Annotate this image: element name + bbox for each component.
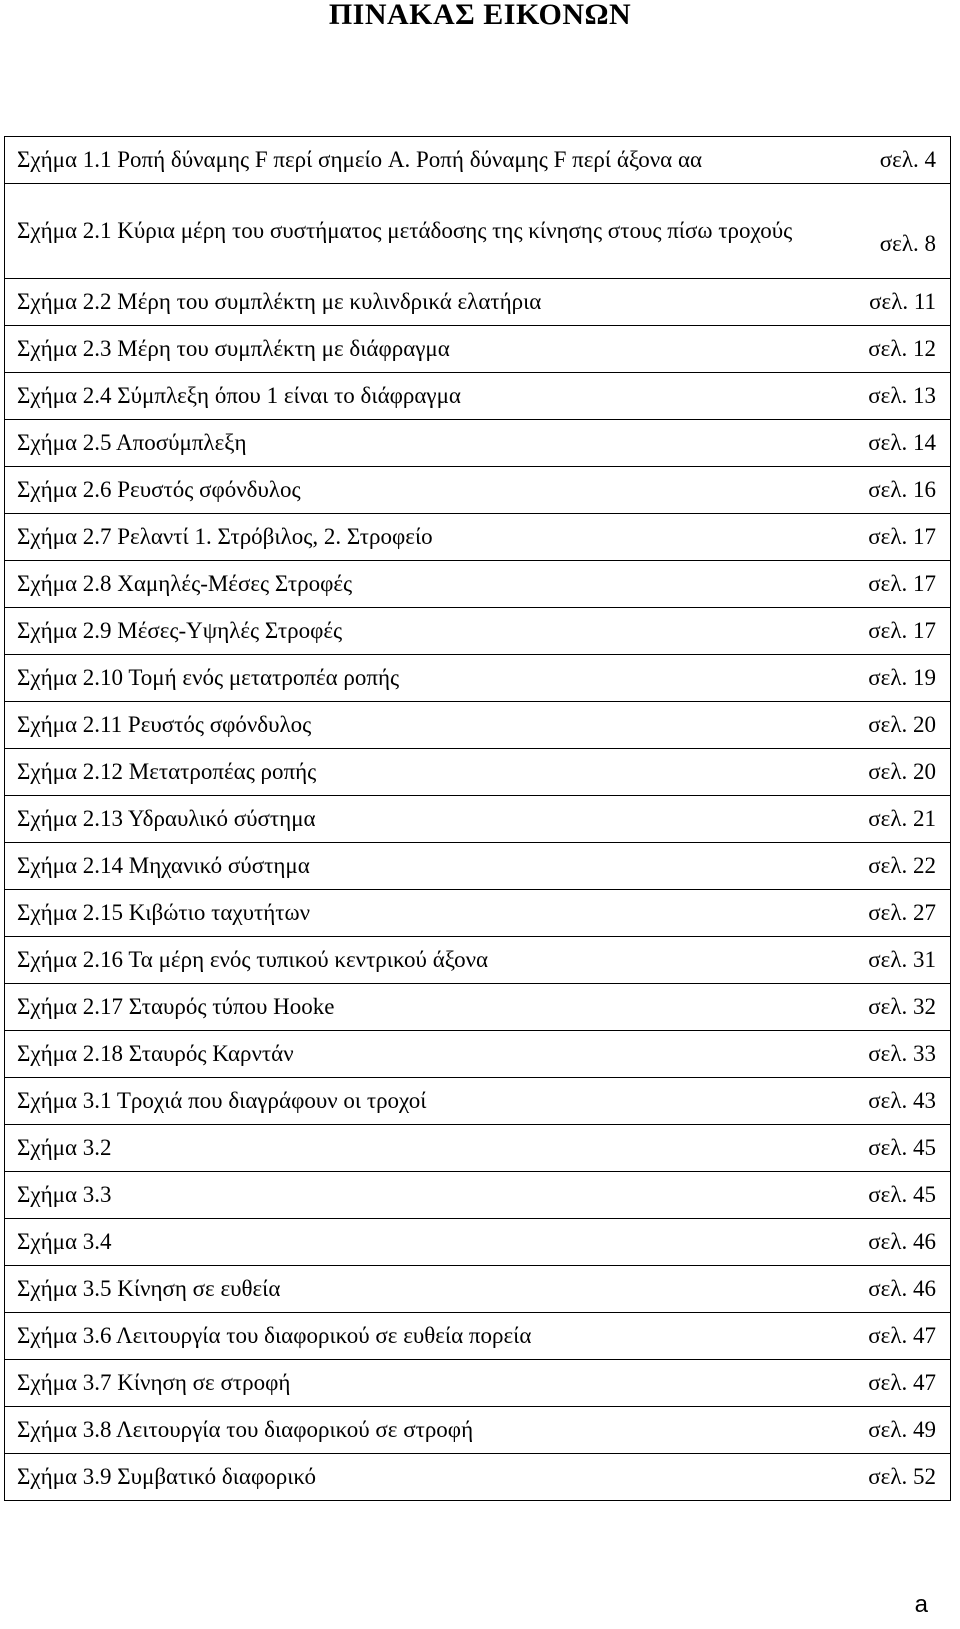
page-reference: σελ. 47 xyxy=(806,1360,951,1407)
figure-caption: Σχήμα 2.12 Μετατροπέας ροπής xyxy=(5,749,807,796)
table-row xyxy=(5,279,951,326)
page-reference: σελ. 17 xyxy=(806,561,951,608)
figure-caption: Σχήμα 2.13 Υδραυλικό σύστημα xyxy=(5,796,807,843)
table-row xyxy=(5,1078,951,1125)
figure-caption: Σχήμα 2.11 Ρευστός σφόνδυλος xyxy=(5,702,807,749)
page-reference: σελ. 49 xyxy=(806,1407,951,1454)
table-row xyxy=(5,702,951,749)
page-reference: σελ. 14 xyxy=(806,420,951,467)
figure-caption: Σχήμα 1.1 Ροπή δύναμης F περί σημείο A. Ροπή δύναμης F περί άξονα αα xyxy=(5,137,807,184)
page-title: ΠΙΝΑΚΑΣ ΕΙΚΟΝΩΝ xyxy=(328,0,632,31)
table-row xyxy=(5,1266,951,1313)
figure-caption: Σχήμα 2.1 Κύρια μέρη του συστήματος μετάδοσης της κίνησης στους πίσω τροχούς xyxy=(5,184,807,279)
figure-caption: Σχήμα 2.6 Ρευστός σφόνδυλος xyxy=(5,467,807,514)
page-reference: σελ. 4 xyxy=(806,137,951,184)
page-reference: σελ. 16 xyxy=(806,467,951,514)
table-row xyxy=(5,514,951,561)
table-row xyxy=(5,843,951,890)
figure-caption: Σχήμα 3.8 Λειτουργία του διαφορικού σε στροφή xyxy=(5,1407,807,1454)
table-row xyxy=(5,1313,951,1360)
table-row xyxy=(5,984,951,1031)
table-row xyxy=(5,467,951,514)
table-row xyxy=(5,608,951,655)
figure-caption: Σχήμα 2.9 Μέσες-Υψηλές Στροφές xyxy=(5,608,807,655)
figure-caption: Σχήμα 3.5 Κίνηση σε ευθεία xyxy=(5,1266,807,1313)
figure-caption: Σχήμα 2.4 Σύμπλεξη όπου 1 είναι το διάφραγμα xyxy=(5,373,807,420)
page-reference: σελ. 33 xyxy=(806,1031,951,1078)
page-reference: σελ. 17 xyxy=(806,514,951,561)
figure-caption: Σχήμα 2.17 Σταυρός τύπου Hooke xyxy=(5,984,807,1031)
page-reference: σελ. 22 xyxy=(806,843,951,890)
figure-caption: Σχήμα 2.7 Ρελαντί 1. Στρόβιλος, 2. Στροφείο xyxy=(5,514,807,561)
table-row xyxy=(5,1219,951,1266)
page-reference: σελ. 27 xyxy=(806,890,951,937)
table-row xyxy=(5,749,951,796)
table-row xyxy=(5,326,951,373)
table-row xyxy=(5,1360,951,1407)
figure-caption: Σχήμα 2.18 Σταυρός Καρντάν xyxy=(5,1031,807,1078)
page-reference: σελ. 8 xyxy=(806,184,951,279)
page-reference: σελ. 12 xyxy=(806,326,951,373)
table-row xyxy=(5,184,951,279)
figure-caption: Σχήμα 2.2 Μέρη του συμπλέκτη με κυλινδρικά ελατήρια xyxy=(5,279,807,326)
table-row xyxy=(5,1172,951,1219)
figure-caption: Σχήμα 2.15 Κιβώτιο ταχυτήτων xyxy=(5,890,807,937)
table-row xyxy=(5,1125,951,1172)
figure-caption: Σχήμα 2.5 Αποσύμπλεξη xyxy=(5,420,807,467)
table-of-figures xyxy=(4,136,951,1501)
table-row xyxy=(5,561,951,608)
page-footer-mark: a xyxy=(914,1591,928,1618)
table-row xyxy=(5,1407,951,1454)
page-reference: σελ. 45 xyxy=(806,1125,951,1172)
page-reference: σελ. 32 xyxy=(806,984,951,1031)
page-reference: σελ. 13 xyxy=(806,373,951,420)
table-row xyxy=(5,420,951,467)
figure-caption: Σχήμα 3.9 Συμβατικό διαφορικό xyxy=(5,1454,807,1501)
figure-caption: Σχήμα 2.16 Τα μέρη ενός τυπικού κεντρικού άξονα xyxy=(5,937,807,984)
page-reference: σελ. 43 xyxy=(806,1078,951,1125)
table-row xyxy=(5,655,951,702)
page-reference: σελ. 47 xyxy=(806,1313,951,1360)
table-row xyxy=(5,890,951,937)
page-reference: σελ. 21 xyxy=(806,796,951,843)
figure-caption: Σχήμα 2.10 Τομή ενός μετατροπέα ροπής xyxy=(5,655,807,702)
figure-caption: Σχήμα 2.14 Μηχανικό σύστημα xyxy=(5,843,807,890)
page-reference: σελ. 46 xyxy=(806,1219,951,1266)
figure-caption: Σχήμα 3.7 Κίνηση σε στροφή xyxy=(5,1360,807,1407)
page-reference: σελ. 31 xyxy=(806,937,951,984)
table-row xyxy=(5,373,951,420)
page-reference: σελ. 17 xyxy=(806,608,951,655)
figure-caption: Σχήμα 3.6 Λειτουργία του διαφορικού σε ευθεία πορεία xyxy=(5,1313,807,1360)
page-reference: σελ. 20 xyxy=(806,749,951,796)
page-reference: σελ. 11 xyxy=(806,279,951,326)
table-row xyxy=(5,137,951,184)
page-reference: σελ. 52 xyxy=(806,1454,951,1501)
table-row xyxy=(5,796,951,843)
page-reference: σελ. 45 xyxy=(806,1172,951,1219)
table-row xyxy=(5,1031,951,1078)
figure-caption: Σχήμα 3.4 xyxy=(5,1219,807,1266)
figure-caption: Σχήμα 3.1 Τροχιά που διαγράφουν οι τροχοί xyxy=(5,1078,807,1125)
page-reference: σελ. 19 xyxy=(806,655,951,702)
page-reference: σελ. 20 xyxy=(806,702,951,749)
page-reference: σελ. 46 xyxy=(806,1266,951,1313)
figure-caption: Σχήμα 3.2 xyxy=(5,1125,807,1172)
figure-caption: Σχήμα 3.3 xyxy=(5,1172,807,1219)
figure-caption: Σχήμα 2.3 Μέρη του συμπλέκτη με διάφραγμα xyxy=(5,326,807,373)
table-row xyxy=(5,937,951,984)
table-row xyxy=(5,1454,951,1501)
figure-caption: Σχήμα 2.8 Χαμηλές-Μέσες Στροφές xyxy=(5,561,807,608)
